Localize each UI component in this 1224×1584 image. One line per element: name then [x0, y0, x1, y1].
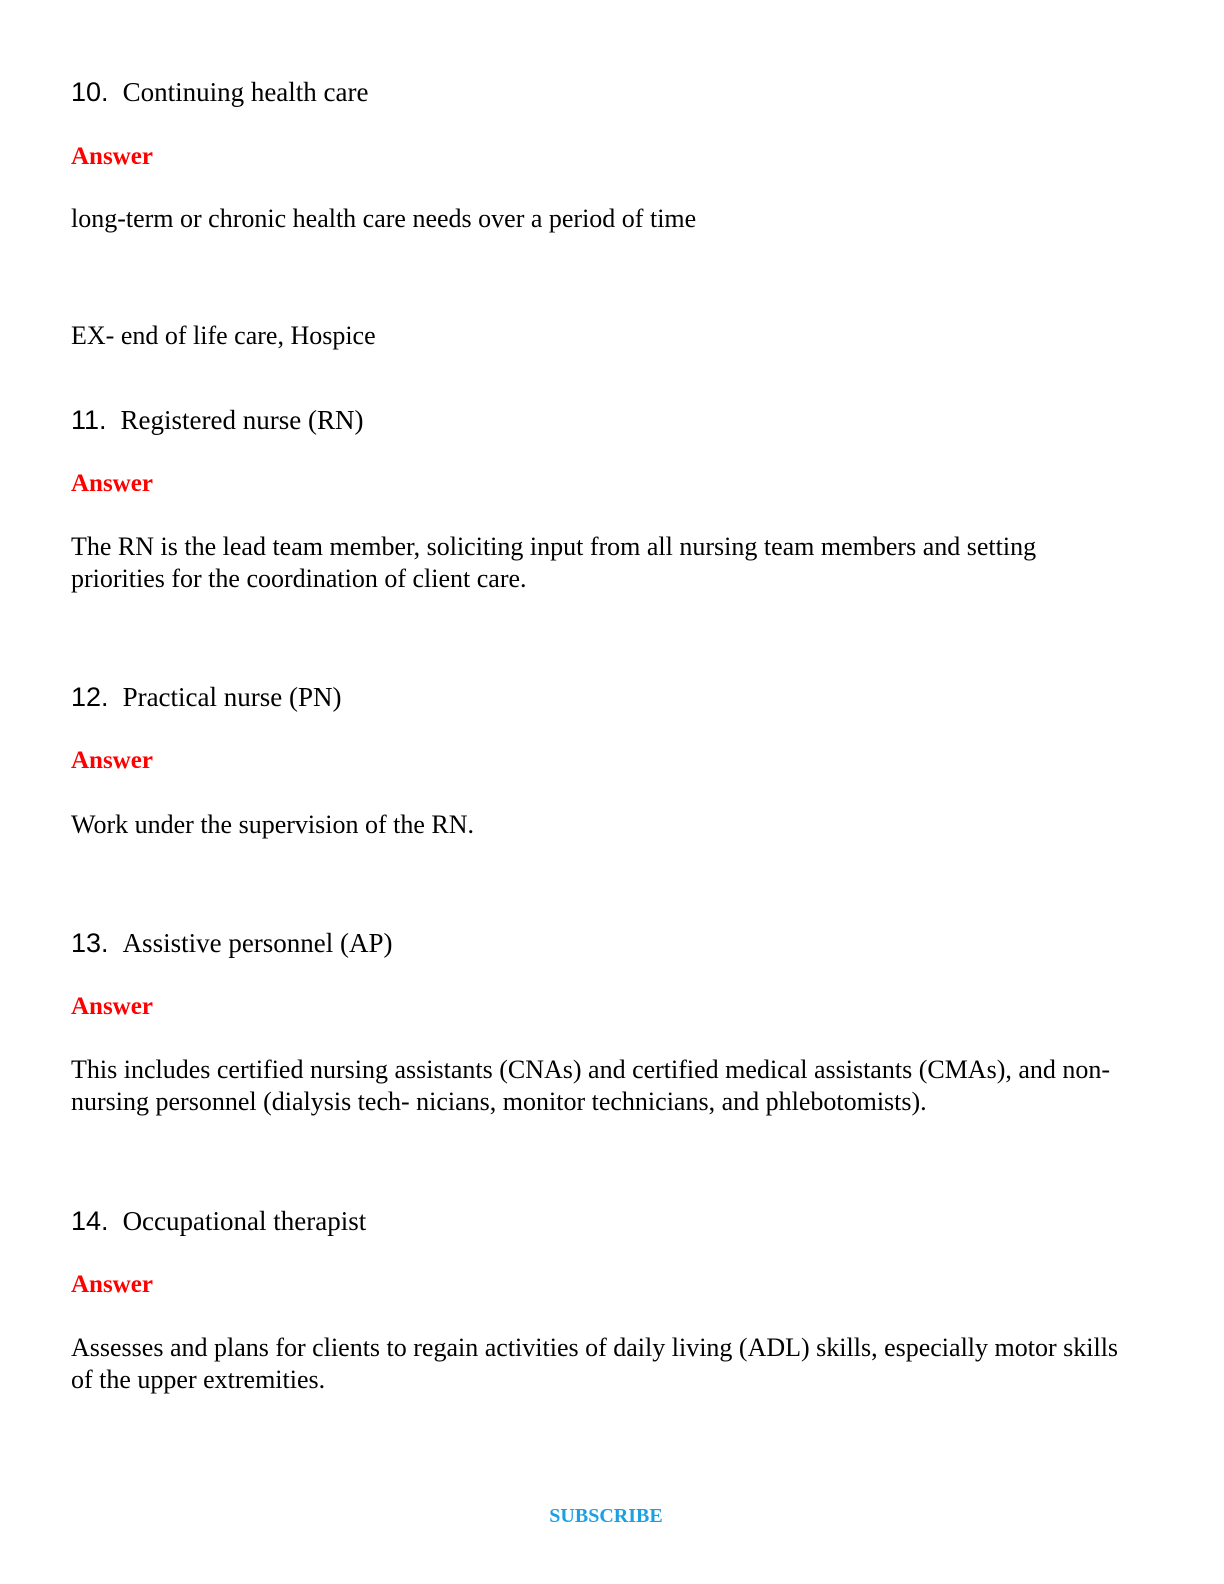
question-term: Registered nurse (RN) [120, 405, 364, 435]
question-term: Assistive personnel (AP) [122, 928, 393, 958]
answer-text-13: This includes certified nursing assistants (CNAs) and certified medical assistants (CMAs), and non-nursing personnel (dialysis tech- nicians, monitor technicians, and phlebotomists). [71, 1055, 1111, 1116]
question-number: 10 [71, 77, 102, 107]
question-11 [71, 404, 363, 436]
answer-text-14: Assesses and plans for clients to regain activities of daily living (ADL) skills, especially motor skills of the upper extremities. [71, 1333, 1119, 1394]
answer-label-11: Answer [71, 470, 153, 497]
question-number: 14 [71, 1206, 102, 1236]
question-dot: . [101, 1206, 109, 1236]
question-14 [71, 1205, 366, 1237]
question-number: 12 [71, 682, 102, 712]
question-12 [71, 681, 342, 713]
answer-label-10: Answer [71, 143, 153, 170]
answer-text-10: long-term or chronic health care needs over a period of time [71, 204, 697, 233]
question-term: Practical nurse (PN) [122, 682, 342, 712]
question-10 [71, 76, 369, 108]
question-dot: . [101, 928, 109, 958]
question-number: 11 [71, 405, 100, 435]
answer-label-12: Answer [71, 747, 153, 774]
example-text-10: EX- end of life care, Hospice [71, 321, 376, 350]
answer-text-12: Work under the supervision of the RN. [71, 810, 474, 839]
subscribe-link[interactable]: SUBSCRIBE [549, 1505, 663, 1527]
question-dot: . [101, 77, 109, 107]
answer-label-14: Answer [71, 1271, 153, 1298]
question-13 [71, 927, 393, 959]
question-term: Continuing health care [122, 77, 369, 107]
question-dot: . [99, 405, 107, 435]
answer-label-13: Answer [71, 993, 153, 1020]
question-term: Occupational therapist [122, 1206, 367, 1236]
question-dot: . [101, 682, 109, 712]
question-number: 13 [71, 928, 102, 958]
answer-text-11: The RN is the lead team member, soliciting input from all nursing team members and setting priorities for the coordination of client care. [71, 532, 1037, 593]
